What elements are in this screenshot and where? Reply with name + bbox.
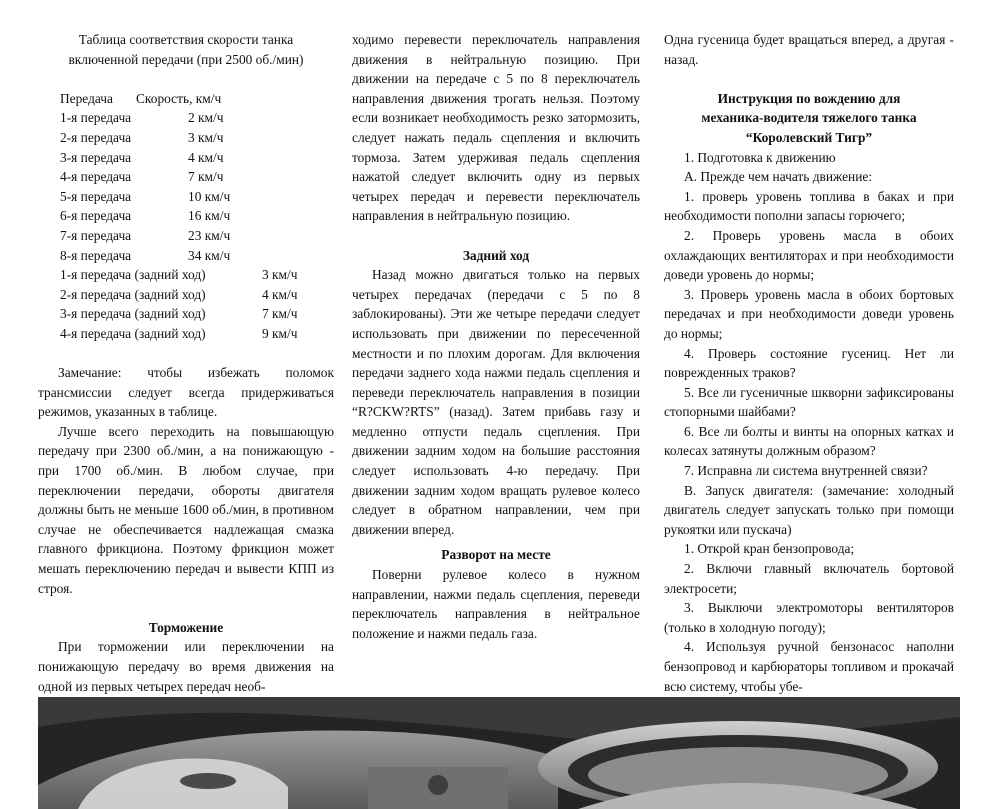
tank-turret-photo-art xyxy=(38,697,960,809)
turn-heading: Разворот на месте xyxy=(441,547,551,563)
turn-paragraph: Поверни рулевое колесо в нужном направлении, нажми педаль сцепления, переведи переключатель направления в нейтральное положение и нажми педаль газа. xyxy=(352,567,640,641)
column-2 xyxy=(352,30,640,643)
column-3 xyxy=(664,30,954,696)
speed-table xyxy=(60,89,221,109)
table-row: 3-я передача (задний ход) 7 км/ч xyxy=(60,306,298,322)
list-item: 4. Используя ручной бензонасос наполни бензопровод и карбюраторы топливом и прокачай всю систему, чтобы убе- xyxy=(664,639,954,694)
column-1 xyxy=(38,30,334,696)
table-row: 4-я передача (задний ход) 9 км/ч xyxy=(60,325,298,341)
speed-table-header: Передача Скорость, км/ч xyxy=(60,90,222,106)
list-item: 6. Все ли болты и винты на опорных катках и колесах затянуты должным образом? xyxy=(664,423,954,459)
braking-heading: Торможение xyxy=(148,619,224,635)
turn-paragraph-continued: Одна гусеница будет вращаться вперед, а другая - назад. xyxy=(664,32,954,67)
table-row: 3-я передача 4 км/ч xyxy=(60,149,224,165)
table-row: 7-я передача 23 км/ч xyxy=(60,227,231,243)
table-row: 2-я передача 3 км/ч xyxy=(60,129,224,145)
list-item: 2. Проверь уровень масла в обоих охлаждающих вентиляторах и при необходимости доведи уровень до нормы; xyxy=(664,227,954,283)
instruction-heading: Инструкция по вождению для механика-водителя тяжелого танка “Королевский Тигр” xyxy=(701,90,917,145)
list-item: 5. Все ли гусеничные шкворни зафиксированы стопорными шайбами? xyxy=(664,384,954,420)
table-row: 5-я передача 10 км/ч xyxy=(60,188,231,204)
reverse-heading: Задний ход xyxy=(462,247,530,263)
reverse-speed-table xyxy=(60,265,297,343)
list-item: 1. проверь уровень топлива в баках и при необходимости пополни запасы горючего; xyxy=(664,188,954,224)
shift-advice-paragraph: Лучше всего переходить на повышающую передачу при 2300 об./мин, а на понижающую - при 1700 об./мин. В любом случае, при переключении передачи, обороты двигателя должны быть не меньше 1600 об./мин, в противном случае не обеспечивается надлежащая смазка главного фрикциона. Поэтому фрикцион может мешать переключению передач и вывести КПП из строя. xyxy=(38,423,334,596)
list-item: 3. Проверь уровень масла в обоих бортовых передачах и при необходимости доведи уровень до нормы; xyxy=(664,286,954,341)
list-item: 3. Выключи электромоторы вентиляторов (только в холодную погоду); xyxy=(664,600,954,635)
table-row: 4-я передача 7 км/ч xyxy=(60,169,224,185)
list-item: 4. Проверь состояние гусениц. Нет ли поврежденных траков? xyxy=(664,345,954,381)
list-item: 1. Открой кран бензопровода; xyxy=(684,541,855,557)
speed-table-rows xyxy=(60,108,230,265)
note-paragraph: Замечание: чтобы избежать поломок трансмиссии следует всегда придерживаться режимов, указанных в таблице. xyxy=(38,365,334,420)
subsection-b-title: В. Запуск двигателя: (замечание: холодный двигатель следует запускать только при помощи рукоятки или пускача) xyxy=(664,482,954,537)
braking-paragraph: При торможении или переключении на понижающую передачу во время движения на одной из первых четырех передач необ- xyxy=(38,639,334,694)
table-row: 1-я передача (задний ход) 3 км/ч xyxy=(60,267,298,283)
table-row: 8-я передача 34 км/ч xyxy=(60,247,231,263)
reverse-paragraph: Назад можно двигаться только на первых четырех передачах (передачи с 5 по 8 заблокированы). Эти же четыре передачи следует использовать при движении по пересеченной местности и по плохим дорогам. Для включения передачи заднего хода нажми педаль сцепления и переведи переключатель направления в позиции “R?CKW?RTS” (назад). Затем прибавь газу и медленно отпусти педаль сцепления. При движении задним ходом на большие расстояния следует использовать 4-ю передачу. При движении задним ходом вращать рулевое колесо следует в обратном направлении, чем при движении вперед. xyxy=(352,267,640,537)
table-row: 2-я передача (задний ход) 4 км/ч xyxy=(60,286,298,302)
table-row: 1-я передача 2 км/ч xyxy=(60,110,224,126)
braking-paragraph-continued: ходимо перевести переключатель направления движения в нейтральную позицию. При движении на передаче с 5 по 8 переключатель направления движения трогать нельзя. Поэтому если возникает необходимость резко затормозить, следует нажать педаль сцепления и включить тормоза. Затем удерживая педаль сцепления нажатой следует включить одну из первых четырех передач и перевести переключатель направления в нейтральную позицию. xyxy=(352,32,640,224)
table-row: 6-я передача 16 км/ч xyxy=(60,208,231,224)
section-1-title: 1. Подготовка к движению xyxy=(684,149,836,165)
list-item: 2. Включи главный включатель бортовой электросети; xyxy=(664,561,954,596)
subsection-a-title: А. Прежде чем начать движение: xyxy=(684,169,873,185)
tank-turret-photo xyxy=(38,697,960,809)
speed-table-title: Таблица соответствия скорости танка включенной передачи (при 2500 об./мин) xyxy=(68,32,304,67)
list-item: 7. Исправна ли система внутренней связи? xyxy=(684,463,928,479)
